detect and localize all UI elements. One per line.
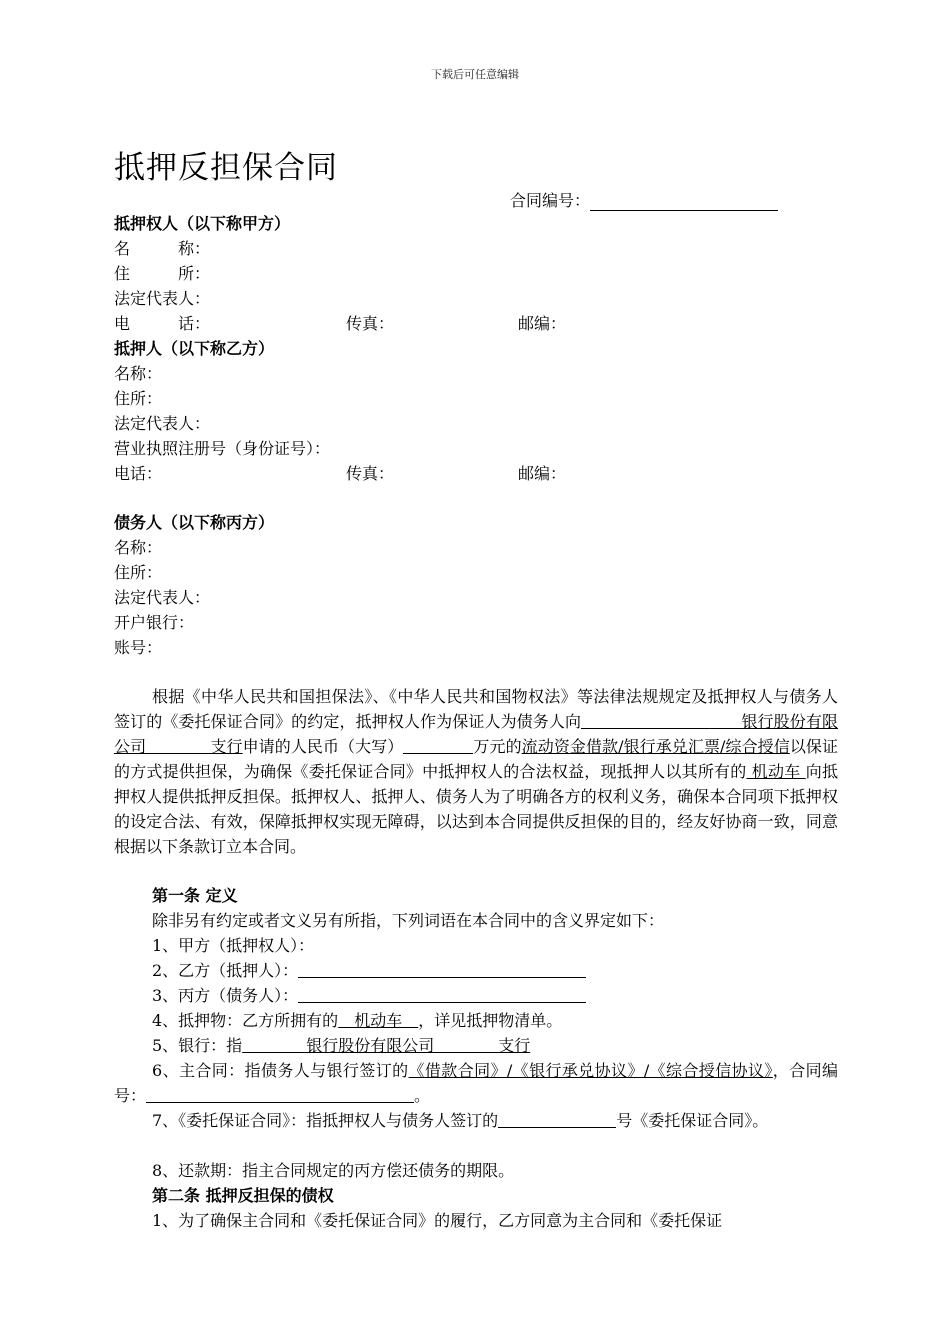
header-note: 下载后可任意编辑 (431, 68, 519, 81)
intro-bank-name: 银行股份有限公司 支行 (114, 712, 838, 756)
party-c-rep: 法定代表人： (114, 588, 211, 607)
definition-4-label: 4、抵押物：乙方所拥有的 (152, 1011, 339, 1030)
definition-3 (114, 986, 586, 1006)
party-b-address: 住所： (114, 389, 163, 408)
intro-text-1: 根据《中华人民共和国担保法》、《中华人民共和国物权法》等法律法规规定及抵押权人与债务人签订的《委托保证合同》的约定，抵押权人作为保证人为债务人向 (114, 687, 838, 731)
definition-7-label: 7、《委托保证合同》：指抵押权人与债务人签订的 (152, 1111, 499, 1130)
party-b-name: 名称： (114, 364, 163, 383)
article-1-heading: 第一条 定义 (152, 886, 238, 905)
article-2-item-1: 1、为了确保主合同和《委托保证合同》的履行，乙方同意为主合同和《委托保证 (152, 1211, 723, 1230)
guarantee-contract-number-blank (498, 1111, 616, 1128)
contract-number-line (510, 188, 778, 211)
party-b-license: 营业执照注册号（身份证号）： (114, 439, 331, 458)
party-c-blank (298, 986, 586, 1003)
party-b-rep: 法定代表人： (114, 414, 211, 433)
definition-7-tail: 号《委托保证合同》。 (616, 1111, 769, 1130)
intro-paragraph (114, 684, 838, 859)
party-c-account: 账号： (114, 638, 163, 657)
party-b-blank (298, 961, 586, 978)
party-c-address: 住所： (114, 563, 163, 582)
definition-4-tail: ，详见抵押物清单。 (418, 1011, 563, 1030)
party-a-address: 住 所： (114, 264, 211, 283)
definition-4-collateral: 机动车 (338, 1011, 419, 1030)
intro-text-2: 申请的人民币（大写） (242, 737, 404, 756)
party-c-bank: 开户银行： (114, 613, 195, 632)
main-contract-number-blank (146, 1086, 414, 1103)
definition-6-contracts: 《借款合同》/《银行承兑协议》/《综合授信协议》 (408, 1061, 773, 1080)
definition-6-end: 。 (414, 1086, 431, 1105)
intro-loan-type: 流动资金借款/银行承兑汇票/综合授信 (521, 737, 790, 756)
amount-blank (403, 737, 473, 754)
definition-4 (114, 1011, 562, 1031)
definition-5 (114, 1036, 530, 1056)
definition-5-label: 5、银行：指 (152, 1036, 243, 1055)
definition-2-label: 2、乙方（抵押人）： (152, 961, 299, 980)
article-1-lead: 除非另有约定或者文义另有所指，下列词语在本合同中的含义界定如下： (152, 911, 665, 930)
party-a-rep: 法定代表人： (114, 289, 211, 308)
intro-text-3: 万元的 (473, 737, 522, 756)
contract-number-label: 合同编号： (510, 191, 591, 210)
party-a-phone: 电 话： (114, 314, 211, 333)
page-title: 抵押反担保合同 (114, 150, 338, 186)
intro-collateral: 机动车 (746, 762, 806, 781)
definition-6-number-label: ，合同编号： (114, 1061, 838, 1105)
article-2-heading: 第二条 抵押反担保的债权 (152, 1186, 334, 1205)
definition-5-bank: 银行股份有限公司 支行 (242, 1036, 531, 1055)
definition-6-label: 6、主合同：指债务人与银行签订的 (152, 1061, 409, 1080)
bank-blank (581, 712, 709, 729)
contract-number-blank (590, 196, 778, 211)
definition-8: 8、还款期：指主合同规定的丙方偿还债务的期限。 (152, 1161, 515, 1180)
party-c-heading: 债务人（以下称丙方） (114, 513, 275, 532)
party-c-name: 名称： (114, 538, 163, 557)
intro-text-4: 以保证的方式提供担保，为确保《委托保证合同》中抵押权人的合法权益，现抵押人以其所有的 (114, 737, 838, 781)
party-b-heading: 抵押人（以下称乙方） (114, 339, 275, 358)
party-a-name: 名 称： (114, 239, 211, 258)
party-b-postcode: 邮编： (518, 464, 567, 483)
definition-3-label: 3、丙方（债务人）： (152, 986, 299, 1005)
definition-2 (114, 961, 586, 981)
party-a-fax: 传真： (346, 314, 395, 333)
party-b-fax: 传真： (346, 464, 395, 483)
definition-6 (114, 1058, 838, 1108)
party-a-postcode: 邮编： (518, 314, 567, 333)
party-b-phone: 电话： (114, 464, 163, 483)
definition-7 (114, 1108, 838, 1133)
party-a-heading: 抵押权人（以下称甲方） (114, 214, 291, 233)
definition-1: 1、甲方（抵押权人）： (152, 936, 315, 955)
intro-text-5: 向抵押权人提供抵押反担保。抵押权人、抵押人、债务人为了明确各方的权利义务，确保本合同项下抵押权的设定合法、有效，保障抵押权实现无障碍，以达到本合同提供反担保的目的，经友好协商一致，同意根据以下条款订立本合同。 (114, 762, 838, 856)
